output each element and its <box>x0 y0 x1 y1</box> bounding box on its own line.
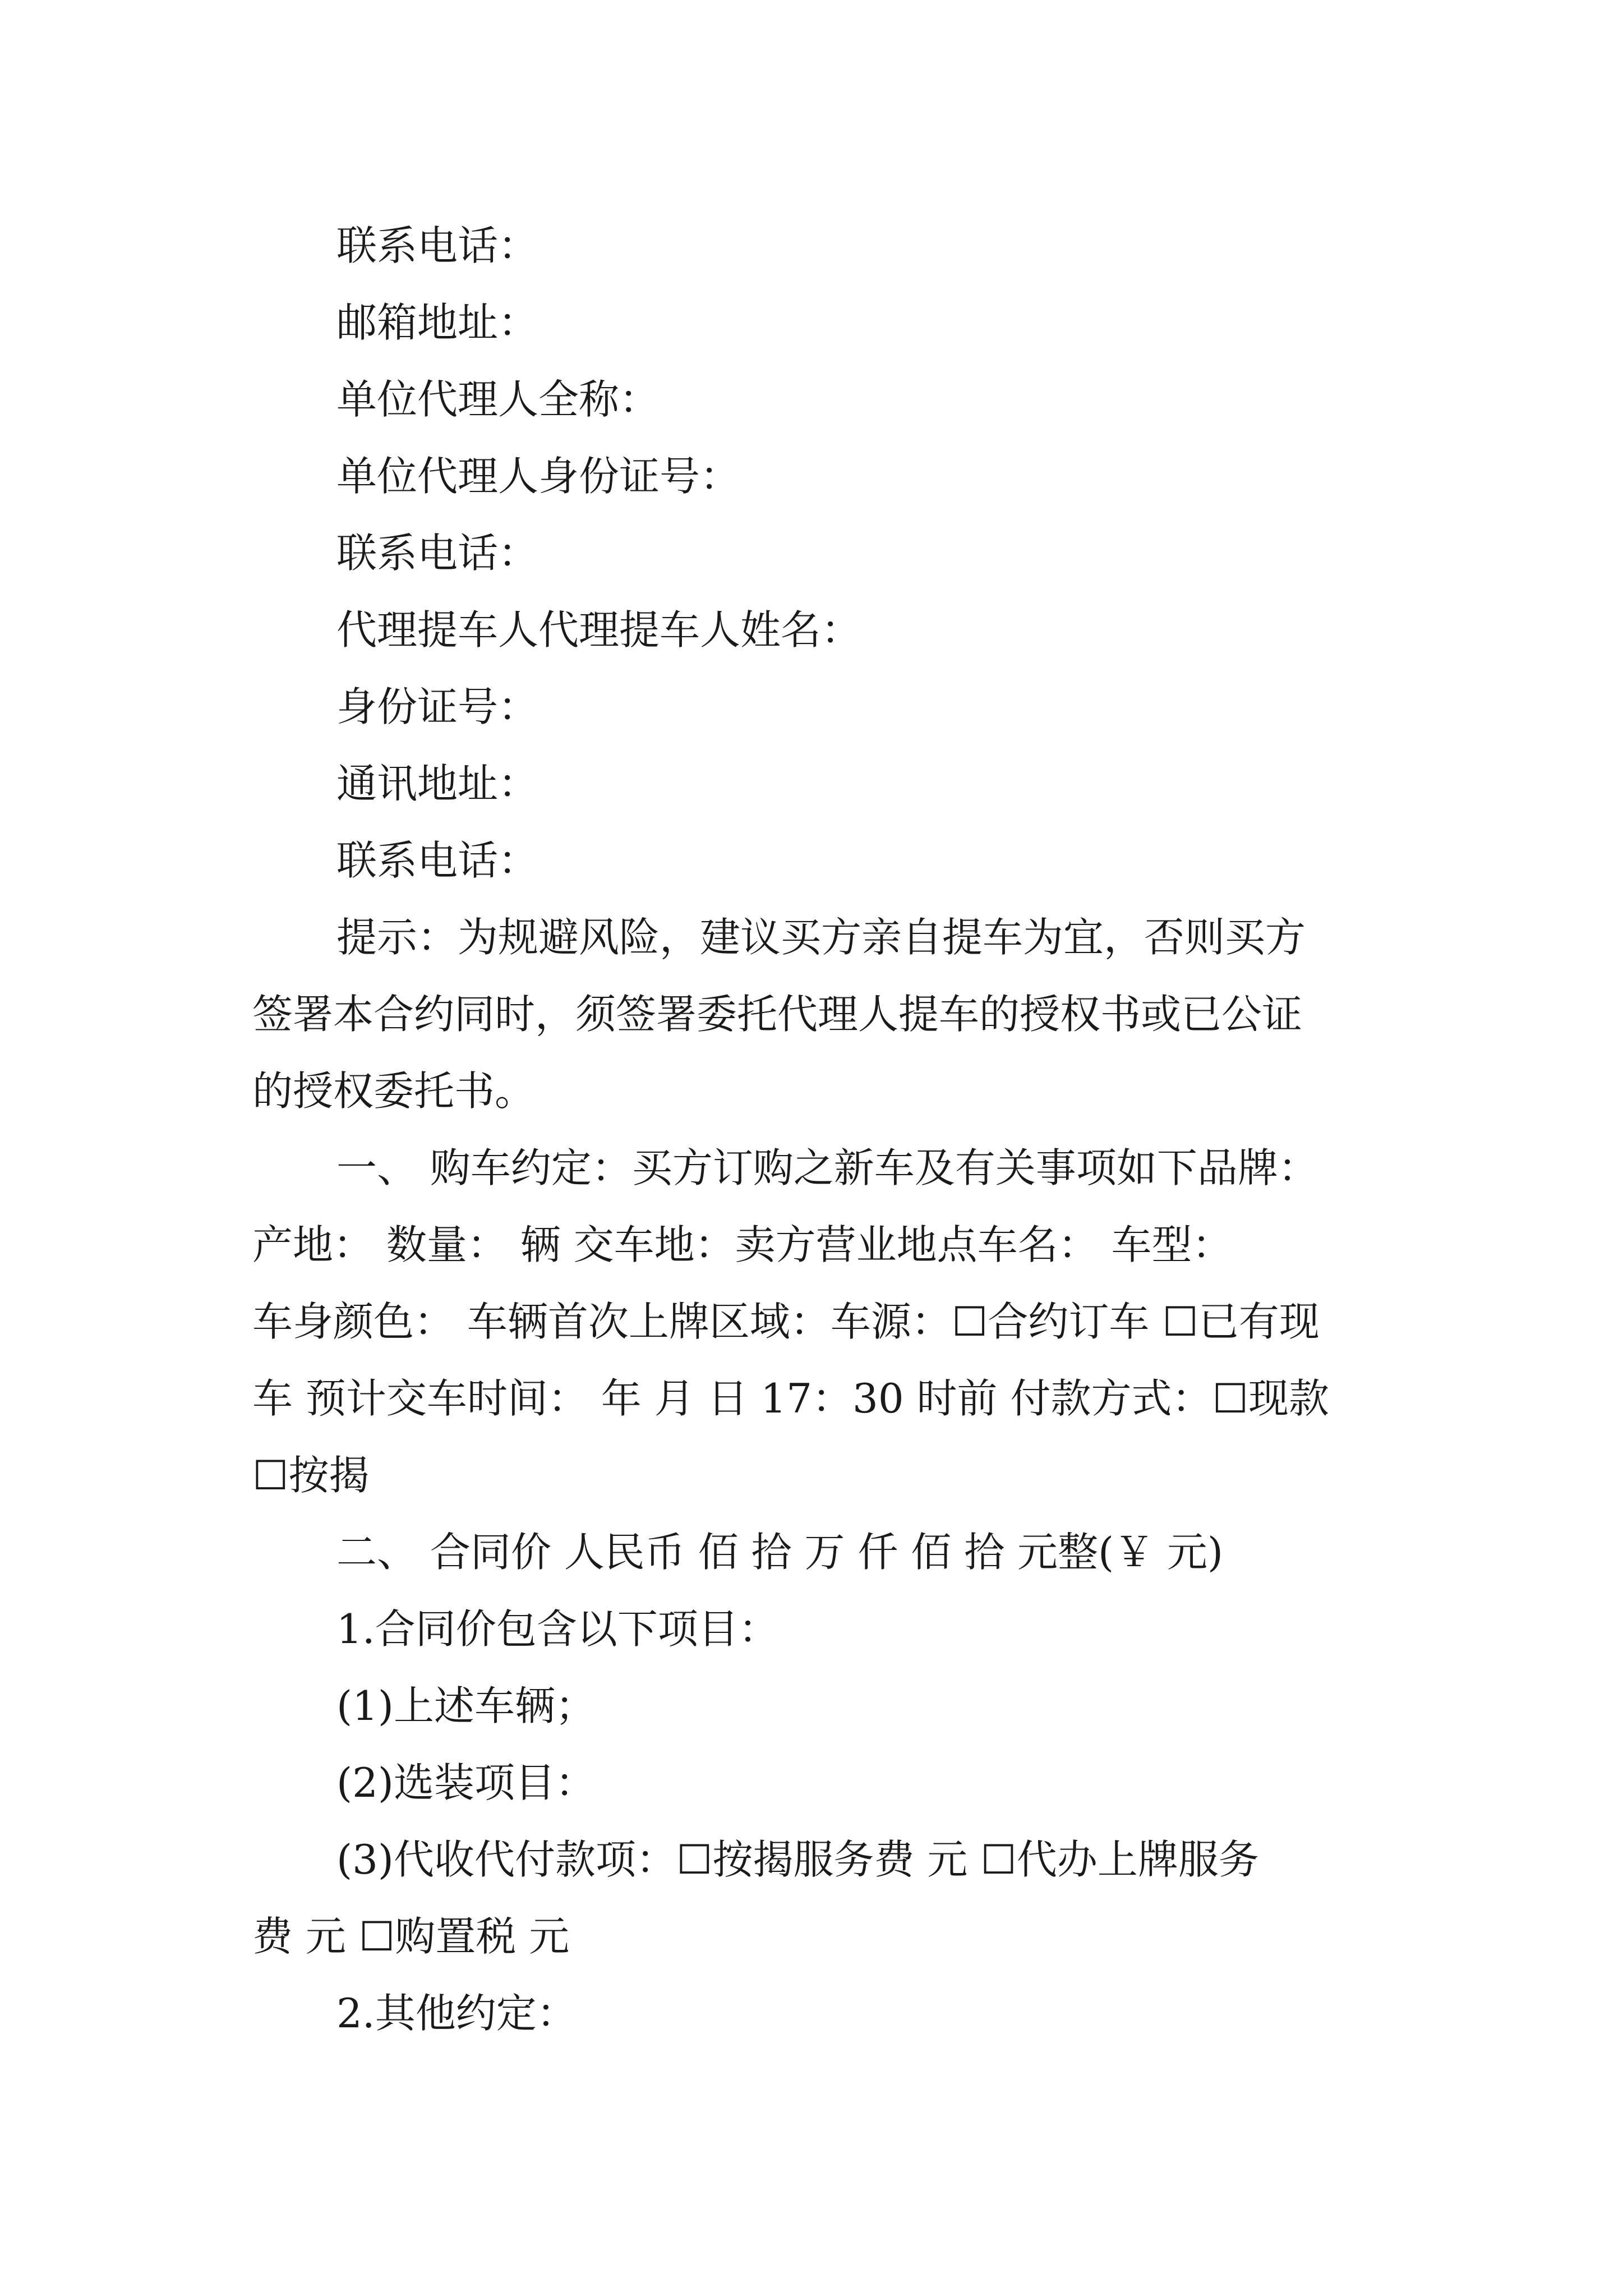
item-vehicle-line: (1)上述车辆； <box>336 1682 596 1729</box>
pickup-agent-name-line: 代理提车人代理提车人姓名： <box>336 606 862 654</box>
mailing-address-line: 通讯地址： <box>336 760 539 807</box>
notice-paragraph-line-2: 签署本合约同时，须签署委托代理人提车的授权书或已公证 <box>252 991 1303 1038</box>
price-includes-line: 1.合同价包含以下项目： <box>336 1605 779 1653</box>
notice-paragraph-line-1: 提示：为规避风险，建议买方亲自提车为宜，否则买方 <box>336 914 1306 961</box>
contact-phone-line-3: 联系电话： <box>336 837 539 884</box>
email-address-line: 邮箱地址： <box>336 299 539 346</box>
unit-agent-id-line: 单位代理人身份证号： <box>336 453 741 500</box>
section-one-line-3: 车身颜色： 车辆首次上牌区域：车源：☐合约订车 ☐已有现 <box>252 1298 1320 1345</box>
other-terms-line: 2.其他约定： <box>336 1990 577 2037</box>
unit-agent-name-line: 单位代理人全称： <box>336 376 660 423</box>
notice-paragraph-line-3: 的授权委托书。 <box>252 1068 536 1115</box>
section-one-line-5: ☐按揭 <box>252 1452 370 1499</box>
item-collections-line-1: (3)代收代付款项：☐按揭服务费 元 ☐代办上牌服务 <box>336 1836 1259 1883</box>
id-number-line: 身份证号： <box>336 683 539 730</box>
document-body <box>252 208 1396 2052</box>
section-one-line-4: 车 预计交车时间： 年 月 日 17：30 时前 付款方式：☐现款 <box>252 1375 1329 1422</box>
section-two-heading: 二、 合同价 人民币 佰 拾 万 仟 佰 拾 元整(￥ 元) <box>336 1529 1224 1576</box>
item-options-line: (2)选装项目： <box>336 1759 596 1806</box>
section-one-line-2: 产地： 数量： 辆 交车地：卖方营业地点车名： 车型： <box>252 1221 1233 1268</box>
contact-phone-line-2: 联系电话： <box>336 530 539 577</box>
item-collections-line-2: 费 元 ☐购置税 元 <box>252 1913 570 1960</box>
contact-phone-line-1: 联系电话： <box>336 222 539 269</box>
section-one-heading: 一、 购车约定：买方订购之新车及有关事项如下品牌： <box>336 1144 1318 1191</box>
